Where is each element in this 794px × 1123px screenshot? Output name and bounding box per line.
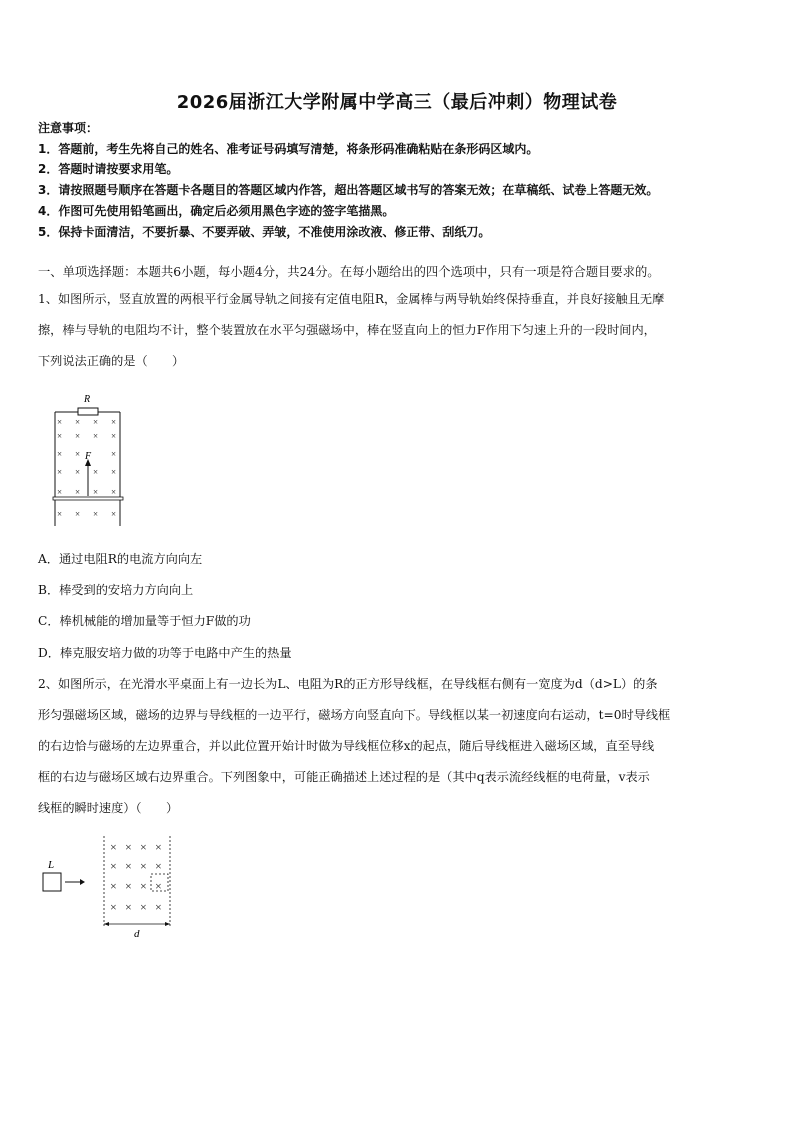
svg-text:×: × [140,879,147,893]
magnetic-field-crosses [110,840,162,914]
question-text-line: 2、如图所示，在光滑水平桌面上有一边长为L、电阻为R的正方形导线框，在导线框右侧有一宽度为d（d>L）的条 [38,677,658,691]
svg-text:×: × [155,840,162,854]
svg-text:×: × [155,900,162,914]
svg-text:×: × [57,509,63,519]
svg-text:×: × [57,487,63,497]
question-text-line: 下列说法正确的是（ ） [38,354,185,368]
svg-text:×: × [111,431,117,441]
svg-text:×: × [140,840,147,854]
question-text-line: 线框的瞬时速度）（ ） [38,801,179,815]
label-F: F [85,451,92,462]
page-title: 2026届浙江大学附属中学高三（最后冲刺）物理试卷 [176,92,618,113]
svg-text:×: × [110,900,117,914]
svg-text:×: × [125,840,132,854]
svg-text:×: × [111,449,117,459]
svg-text:×: × [110,859,117,873]
svg-text:×: × [93,509,99,519]
svg-text:×: × [57,417,63,427]
svg-text:×: × [75,509,81,519]
svg-text:×: × [140,859,147,873]
question-text-line: 框的右边与磁场区域右边界重合。下列图象中，可能正确描述上述过程的是（其中q表示流经线框的电荷量，v表示 [38,770,650,784]
svg-text:×: × [57,449,63,459]
question-text-line: 形匀强磁场区域，磁场的边界与导线框的一边平行，磁场方向竖直向下。导线框以某一初速度向右运动，t=0时导线框 [38,708,671,722]
notice-item: 2．答题时请按要求用笔。 [38,162,179,176]
question-text-line: 的右边恰与磁场的左边界重合，并以此位置开始计时做为导线框位移x的起点，随后导线框进入磁场区域，直至导线 [38,739,655,753]
notice-item: 3．请按照题号顺序在答题卡各题目的答题区域内作答，超出答题区域书写的答案无效；在草稿纸、试卷上答题无效。 [38,183,659,197]
svg-text:×: × [75,487,81,497]
magnetic-field-crosses [57,417,116,519]
svg-text:×: × [155,879,162,893]
option-c: C．棒机械能的增加量等于恒力F做的功 [38,614,251,628]
svg-text:×: × [110,840,117,854]
notice-item: 1．答题前，考生先将自己的姓名、准考证号码填写清楚，将条形码准确粘贴在条形码区域内。 [38,142,539,156]
svg-text:×: × [111,487,117,497]
svg-text:×: × [125,879,132,893]
option-a: A．通过电阻R的电流方向向左 [38,552,203,566]
notice-heading: 注意事项： [38,121,99,135]
svg-text:×: × [75,467,81,477]
question-text-line: 擦，棒与导轨的电阻均不计，整个装置放在水平匀强磁场中，棒在竖直向上的恒力F作用下匀速上升的一段时间内， [38,323,656,337]
svg-text:×: × [75,431,81,441]
svg-text:×: × [111,509,117,519]
svg-text:×: × [125,859,132,873]
label-L: L [48,859,55,871]
svg-text:×: × [75,449,81,459]
svg-text:×: × [57,431,63,441]
svg-text:×: × [111,417,117,427]
label-d: d [134,928,140,940]
q1-rail-diagram [48,388,128,528]
notice-item: 5．保持卡面清洁，不要折暴、不要弄破、弄皱，不准使用涂改液、修正带、刮纸刀。 [38,225,491,239]
svg-text:×: × [57,467,63,477]
label-R: R [84,394,91,405]
svg-text:×: × [93,467,99,477]
question-text-line: 1、如图所示，竖直放置的两根平行金属导轨之间接有定值电阻R，金属棒与两导轨始终保持垂直，并良好接触且无摩 [38,292,665,306]
svg-text:×: × [93,487,99,497]
notice-item: 4．作图可先使用铅笔画出，确定后必须用黑色字迹的签字笔描黑。 [38,204,395,218]
svg-text:×: × [93,431,99,441]
svg-text:×: × [111,467,117,477]
svg-text:×: × [140,900,147,914]
svg-text:×: × [125,900,132,914]
option-b: B．棒受到的安培力方向向上 [38,583,194,597]
svg-text:×: × [75,417,81,427]
q2-frame-diagram [36,830,186,940]
svg-text:×: × [110,879,117,893]
svg-text:×: × [155,859,162,873]
option-d: D．棒克服安培力做的功等于电路中产生的热量 [38,646,292,660]
section-header: 一、单项选择题：本题共6小题，每小题4分，共24分。在每小题给出的四个选项中，只有一项是符合题目要求的。 [38,265,660,279]
svg-text:×: × [93,417,99,427]
